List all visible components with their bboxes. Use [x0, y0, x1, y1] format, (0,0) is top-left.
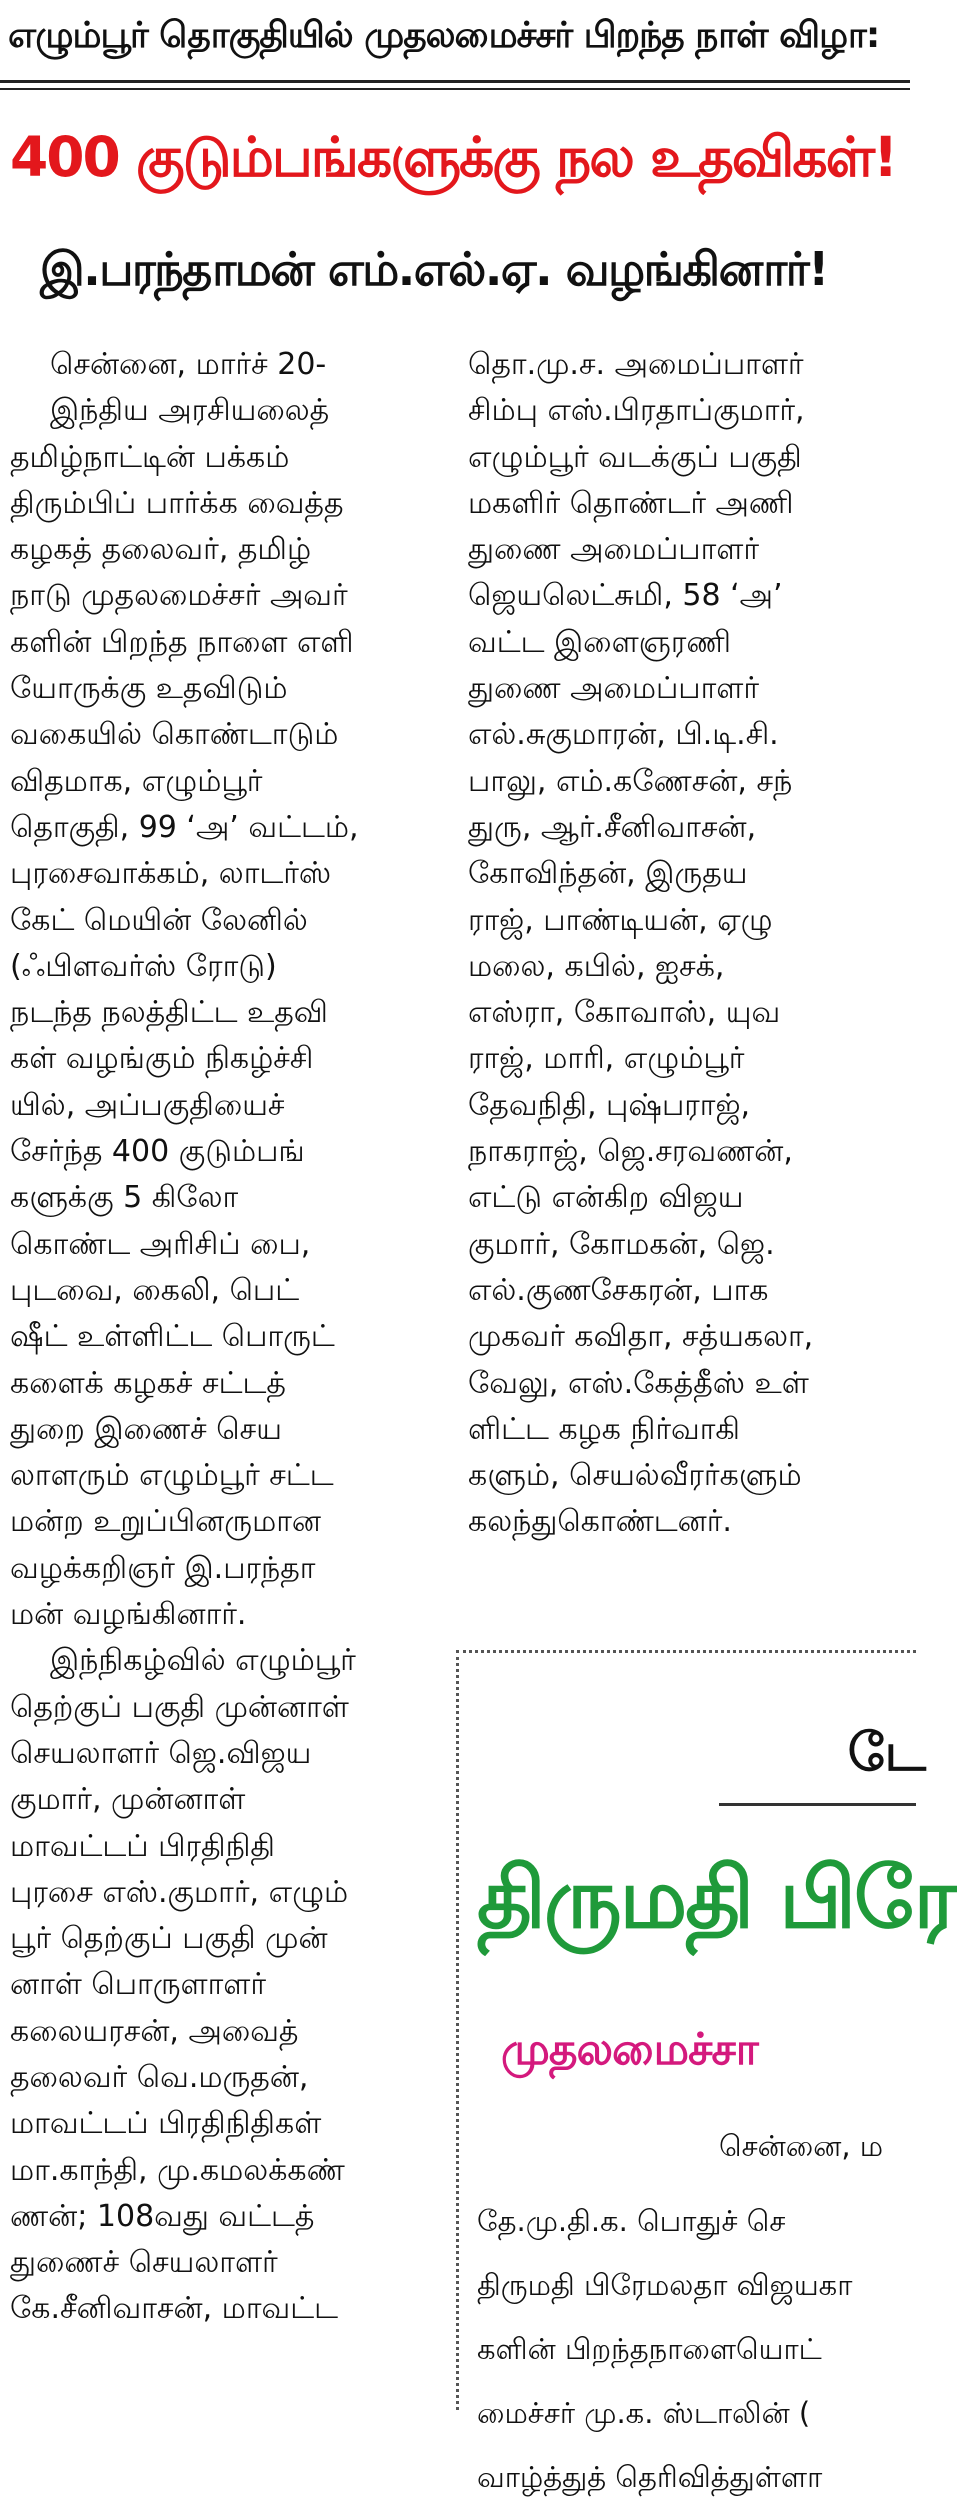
text-line: கழகத் தலைவர், தமிழ் — [10, 532, 312, 568]
second-story-box — [456, 1650, 955, 2494]
text-line: மைச்சர் மு.க. ஸ்டாலின் ( — [477, 2396, 811, 2430]
text-line: புரசை எஸ்.குமார், எழும் — [10, 1874, 349, 1910]
text-line: கொண்ட அரிசிப் பை, — [10, 1226, 311, 1262]
article-headline: 400 குடும்பங்களுக்கு நல உதவிகள்! — [10, 125, 897, 189]
kicker-rule — [0, 80, 910, 83]
text-line: ளிட்ட கழக நிர்வாகி — [468, 1411, 740, 1447]
second-story-dateline: சென்னை, ம — [719, 2129, 884, 2163]
text-line: மாவட்டப் பிரதிநிதிகள் — [10, 2106, 322, 2142]
text-line: புரசைவாக்கம், லாடர்ஸ் — [10, 856, 332, 892]
text-line: களும், செயல்வீரர்களும் — [468, 1458, 802, 1494]
second-story-kicker: டே — [847, 1723, 926, 1783]
text-line: லாளரும் எழும்பூர் சட்ட — [10, 1458, 334, 1494]
text-line: யில், அப்பகுதியைச் — [10, 1087, 285, 1123]
second-story-subheadline: முதலமைச்சா — [501, 2024, 758, 2075]
text-line: வகையில் கொண்டாடும் — [10, 717, 339, 753]
text-line: கள் வழங்கும் நிகழ்ச்சி — [10, 1041, 314, 1077]
text-line: மன்ற உறுப்பினருமான — [10, 1504, 321, 1540]
text-line: குமார், முன்னாள் — [10, 1782, 246, 1818]
text-line: சென்னை, மார்ச் 20- — [50, 347, 327, 382]
article-kicker: எழும்பூர் தொகுதியில் முதலமைச்சர் பிறந்த நாள் விழா: — [8, 15, 880, 56]
text-line: வழக்கறிஞர் இ.பரந்தா — [10, 1550, 316, 1586]
text-line: தெற்குப் பகுதி முன்னாள் — [10, 1689, 349, 1725]
text-line: னாள் பொருளாளர் — [10, 1967, 267, 2003]
text-line: தே.மு.தி.க. பொதுச் செ — [477, 2204, 786, 2238]
text-line: தொ.மு.ச. அமைப்பாளர் — [468, 347, 804, 382]
text-line: பாலு, எம்.கணேசன், சந் — [468, 763, 793, 799]
text-line: துறை இணைச் செய — [10, 1411, 282, 1447]
text-line: தேவநிதி, புஷ்பராஜ், — [468, 1087, 750, 1123]
text-line: கலையரசன், அவைத் — [10, 2013, 299, 2049]
text-line: எல்.குணசேகரன், பாக — [468, 1272, 769, 1308]
text-line: கே.சீனிவாசன், மாவட்ட — [10, 2291, 338, 2327]
text-line: சேர்ந்த 400 குடும்பங் — [10, 1134, 305, 1170]
article-column-left — [10, 342, 440, 2333]
text-line: தலைவர் வெ.மருதன், — [10, 2059, 309, 2095]
text-line: எழும்பூர் வடக்குப் பகுதி — [468, 439, 802, 475]
text-line: ஷீட் உள்ளிட்ட பொருட் — [10, 1319, 335, 1355]
text-line: தொகுதி, 99 ‘அ’ வட்டம், — [10, 809, 359, 845]
text-line: ணன்; 108வது வட்டத் — [10, 2198, 315, 2234]
text-line: இந்திய அரசியலைத் — [50, 393, 330, 429]
second-story-rule — [719, 1803, 916, 1806]
text-line: கோவிந்தன், இருதய — [468, 856, 748, 892]
text-line: எட்டு என்கிற விஜய — [468, 1180, 744, 1216]
text-line: துணை அமைப்பாளர் — [468, 532, 760, 568]
text-line: நடந்த நலத்திட்ட உதவி — [10, 995, 328, 1031]
text-line: பூர் தெற்குப் பகுதி முன் — [10, 1921, 328, 1957]
text-line: ராஜ், மாரி, எழும்பூர் — [468, 1041, 745, 1077]
text-line: எஸ்ரா, கோவாஸ், யுவ — [468, 995, 781, 1031]
text-line: முகவர் கவிதா, சத்யகலா, — [468, 1319, 814, 1355]
text-line: யோருக்கு உதவிடும் — [10, 671, 288, 707]
text-line: ராஜ், பாண்டியன், ஏழு — [468, 902, 773, 938]
text-line: மகளிர் தொண்டர் அணி — [468, 485, 794, 521]
text-line: ஜெயலெட்சுமி, 58 ‘அ’ — [468, 578, 783, 614]
text-line: வேலு, எஸ்.கேத்தீஸ் உள் — [468, 1365, 809, 1401]
text-line: துரு, ஆர்.சீனிவாசன், — [468, 809, 757, 845]
text-line: களுக்கு 5 கிலோ — [10, 1180, 239, 1216]
article-column-right — [468, 342, 910, 1546]
text-line: துணைச் செயலாளர் — [10, 2245, 278, 2281]
text-line: களைக் கழகச் சட்டத் — [10, 1365, 286, 1401]
second-story-headline: திருமதி பிரே — [477, 1849, 955, 1947]
text-line: களின் பிறந்த நாளை எளி — [10, 624, 354, 660]
text-line: (ஃபிளவர்ஸ் ரோடு) — [10, 948, 277, 984]
second-story-body — [477, 2189, 957, 2509]
text-line: மாவட்டப் பிரதிநிதி — [10, 1828, 276, 1864]
text-line: செயலாளர் ஜெ.விஜய — [10, 1735, 312, 1771]
text-line: திரும்பிப் பார்க்க வைத்த — [10, 485, 344, 521]
text-line: மா.காந்தி, மு.கமலக்கண் — [10, 2152, 345, 2188]
text-line: நாகராஜ், ஜெ.சரவணன், — [468, 1134, 793, 1170]
text-line: மன் வழங்கினார். — [10, 1597, 247, 1633]
article-subheadline: இ.பரந்தாமன் எம்.எல்.ஏ. வழங்கினார்! — [40, 242, 828, 296]
text-line: திருமதி பிரேமலதா விஜயகா — [477, 2268, 853, 2302]
text-line: களின் பிறந்தநாளையொட் — [477, 2332, 822, 2366]
text-line: கேட் மெயின் லேனில் — [10, 902, 308, 938]
text-line: எல்.சுகுமாரன், பி.டி.சி. — [468, 717, 779, 753]
text-line: இந்நிகழ்வில் எழும்பூர் — [50, 1643, 356, 1679]
text-line: நாடு முதலமைச்சர் அவர் — [10, 578, 348, 614]
text-line: மலை, கபில், ஐசக், — [468, 948, 725, 984]
text-line: விதமாக, எழும்பூர் — [10, 763, 263, 799]
text-line: புடவை, கைலி, பெட் — [10, 1272, 300, 1308]
text-line: துணை அமைப்பாளர் — [468, 671, 760, 707]
text-line: குமார், கோமகன், ஜெ. — [468, 1226, 775, 1262]
kicker-rule-thin — [0, 88, 910, 90]
text-line: வட்ட இளைஞரணி — [468, 624, 731, 660]
text-line: கலந்துகொண்டனர். — [468, 1504, 732, 1540]
text-line: சிம்பு எஸ்.பிரதாப்குமார், — [468, 393, 805, 429]
text-line: தமிழ்நாட்டின் பக்கம் — [10, 439, 290, 475]
text-line: வாழ்த்துத் தெரிவித்துள்ளா — [477, 2460, 823, 2494]
